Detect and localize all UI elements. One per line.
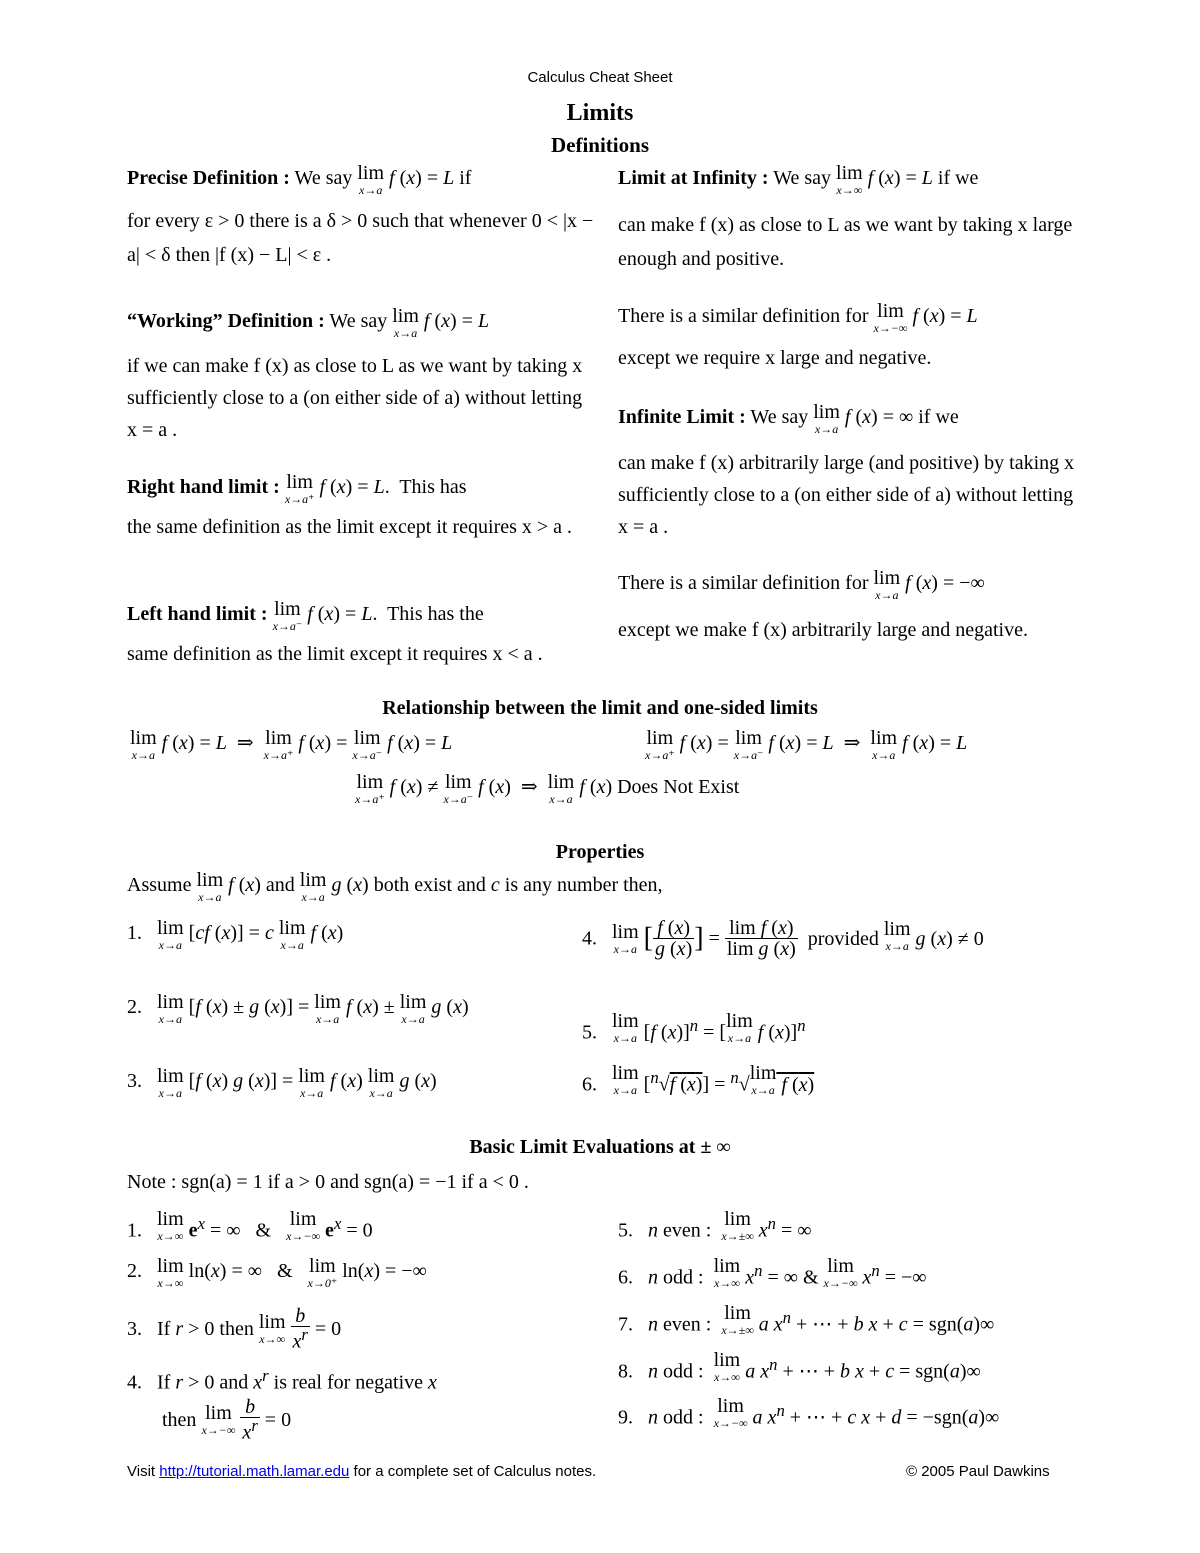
relationship-formula-2: lim x→a⁺ f (x) = lim x→a⁻ f (x) = L ⇒ lim x→a f (x) = L bbox=[645, 727, 968, 762]
limit-at-infinity-line: Limit at Infinity : We say lim x→∞ f (x) = L if we bbox=[618, 162, 979, 197]
similar-neg-infinite-text: except we make f (x) arbitrarily large and negative. bbox=[618, 619, 1028, 641]
section-properties: Properties bbox=[555, 841, 645, 863]
left-hand-limit-line: Left hand limit : lim x→a⁻ f (x) = L. This has the bbox=[127, 598, 484, 633]
limit-at-infinity-text: can make f (x) as close to L as we want by taking x large enough and positive. bbox=[618, 214, 1073, 270]
right-hand-limit-text: the same definition as the limit except it requires x > a . bbox=[127, 516, 573, 538]
page-header: Calculus Cheat Sheet bbox=[527, 69, 673, 86]
similar-neg-infinity-line: There is a similar definition for lim x→−∞ f (x) = L bbox=[618, 300, 978, 335]
property-6: 6. lim x→a [$^n$√f (x)] = $^n$√ lim x→a f (x) bbox=[582, 1062, 815, 1097]
basic-limit-4-cont: then lim x→−∞ $\frac{b}{x^r}$ = 0 bbox=[162, 1396, 292, 1444]
similar-neg-infinite-line: There is a similar definition for lim x→a f (x) = −∞ bbox=[618, 567, 985, 602]
basic-limit-7: 7. n even : lim x→±∞ a $x^n$ + ⋯ + b x + c = sgn(a)∞ bbox=[618, 1302, 995, 1337]
basic-limit-1: 1. lim x→∞ $e^x$ = ∞ & lim x→−∞ $e^x = 0$ bbox=[127, 1208, 373, 1243]
page-title: Limits bbox=[566, 100, 634, 126]
basic-limit-8: 8. n odd : lim x→∞ a $x^n$ + ⋯ + b x + c = sgn(a)∞ bbox=[618, 1349, 981, 1384]
section-relationship: Relationship between the limit and one-sided limits bbox=[382, 697, 818, 719]
infinite-limit-line: Infinite Limit : We say lim x→a f (x) = ∞ if we bbox=[618, 401, 959, 436]
basic-limit-3: 3. If r > 0 then lim x→∞ $\frac{b}{x^r}$ = 0 bbox=[127, 1305, 342, 1353]
section-basic-limits: Basic Limit Evaluations at ± ∞ bbox=[469, 1136, 731, 1158]
section-definitions: Definitions bbox=[550, 133, 649, 157]
basic-limit-2: 2. lim x→∞ ln(x) = ∞ & lim x→0⁺ ln(x) = −∞ bbox=[127, 1255, 427, 1290]
property-5: 5. lim x→a [f (x)]$^n$ = [ lim x→a f (x)]$^n$ bbox=[582, 1010, 806, 1045]
precise-definition-text: for every ε > 0 there is a δ > 0 such that whenever 0 < |x − a| < δ then |f (x) − L| < ε . bbox=[127, 210, 594, 266]
property-2: 2. lim x→a [f (x) ± g (x)] = lim x→a f (x) ± lim x→a g (x) bbox=[127, 991, 469, 1026]
basic-limit-4: 4. If r > 0 and $x^r$ is real for negative x bbox=[127, 1366, 437, 1394]
relationship-formula-3: lim x→a⁺ f (x) ≠ lim x→a⁻ f (x) ⇒ lim x→a f (x) Does Not Exist bbox=[355, 771, 740, 806]
precise-definition-line: Precise Definition : We say lim x→a f (x) = L if bbox=[127, 162, 472, 197]
infinite-limit-text: can make f (x) arbitrarily large (and positive) by taking x sufficiently close to a (on either side of a) without letting x = a . bbox=[618, 452, 1075, 538]
basic-limit-5: 5. n even : lim x→±∞ $x^n$ = ∞ bbox=[618, 1208, 812, 1243]
property-1: 1. lim x→a [cf (x)] = c lim x→a f (x) bbox=[127, 917, 344, 952]
footer-copyright: © 2005 Paul Dawkins bbox=[906, 1463, 1050, 1480]
right-hand-limit-line: Right hand limit : lim x→a⁺ f (x) = L. This has bbox=[127, 471, 467, 506]
working-definition-text: if we can make f (x) as close to L as we want by taking x sufficiently close to a (on either side of a) without letting x = a . bbox=[127, 355, 583, 441]
similar-neg-infinity-text: except we require x large and negative. bbox=[618, 347, 932, 369]
working-definition-line: “Working” Definition : We say lim x→a f (x) = L bbox=[127, 305, 490, 340]
basic-limit-6: 6. n odd : lim x→∞ $x^n$ = ∞ & lim x→−∞ $x^n$ = −∞ bbox=[618, 1255, 927, 1290]
sgn-note: Note : sgn(a) = 1 if a > 0 and sgn(a) = −1 if a < 0 . bbox=[127, 1171, 529, 1193]
basic-limit-9: 9. n odd : lim x→−∞ a $x^n$ + ⋯ + c x + d = −sgn(a)∞ bbox=[618, 1395, 1000, 1430]
property-4: 4. lim x→a [ $\frac{f (x)}{g (x)}$ ] = $\frac{\text{lim f (x)}}{\text{lim g (x)}}$ provided lim x→a g (x) ≠ 0 bbox=[582, 917, 984, 960]
property-3: 3. lim x→a [f (x) g (x)] = lim x→a f (x) lim x→a g (x) bbox=[127, 1065, 437, 1100]
relationship-formula-1: lim x→a f (x) = L ⇒ lim x→a⁺ f (x) = lim x→a⁻ f (x) = L bbox=[130, 727, 453, 762]
left-hand-limit-text: same definition as the limit except it requires x < a . bbox=[127, 643, 543, 665]
footer-visit: Visit http://tutorial.math.lamar.edu for a complete set of Calculus notes. bbox=[127, 1463, 597, 1480]
properties-assume: Assume lim x→a f (x) and lim x→a g (x) both exist and c is any number then, bbox=[127, 869, 663, 904]
tutorial-link[interactable]: http://tutorial.math.lamar.edu bbox=[159, 1463, 350, 1480]
